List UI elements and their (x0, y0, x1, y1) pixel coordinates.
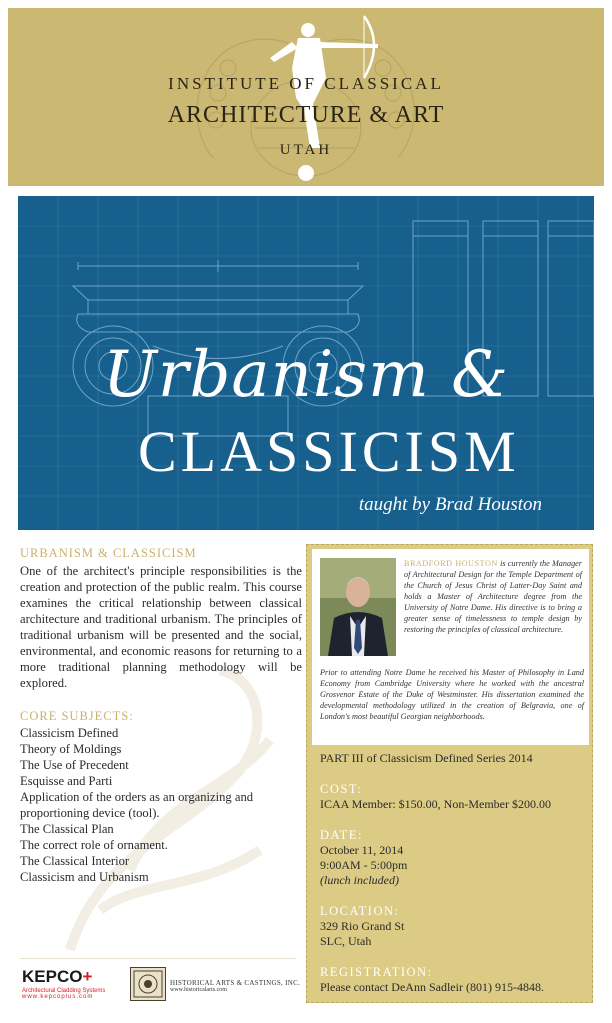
kepco-plus: + (82, 967, 93, 986)
hac-medallion-icon (130, 967, 166, 1001)
kepco-url: www.kepcoplus.com (22, 994, 94, 1000)
institute-chapter: UTAH (279, 142, 333, 158)
institute-name-line2: ARCHITECTURE & ART (167, 102, 445, 128)
list-item: Application of the orders as an organizing and proportioning device (tool). (20, 790, 254, 820)
list-item: The correct role of ornament. (20, 838, 168, 852)
date-value: October 11, 2014 (320, 843, 404, 857)
bio-name: BRADFORD HOUSTON (404, 559, 498, 568)
archer-logo-icon (8, 8, 604, 186)
list-item: Esquisse and Parti (20, 774, 113, 788)
hac-url: www.historicalarts.com (170, 987, 227, 993)
hac-name: HISTORICAL ARTS & CASTINGS, INC. (170, 979, 301, 987)
course-title-script: Urbanism & (102, 338, 510, 412)
date-label: DATE: (320, 828, 363, 842)
registration-contact: Please contact DeAnn Sadleir (801) 915-4848. (320, 980, 544, 994)
kepco-logo-icon (22, 967, 112, 1005)
kepco-wordmark: KEPCO (22, 967, 83, 986)
address-line1: 329 Rio Grand St (320, 919, 405, 933)
core-subjects-title: CORE SUBJECTS: (20, 709, 134, 723)
institute-name-line1: INSTITUTE OF CLASSICAL (168, 74, 444, 93)
course-section-title: URBANISM & CLASSICISM (20, 546, 197, 560)
list-item: The Classical Plan (20, 822, 114, 836)
bio-paragraph-1 (404, 558, 582, 635)
event-details-panel (306, 544, 593, 1003)
course-description: One of the architect's principle responsibilities is the creation and protection of the public realm. This course examines the critical relationship between classical architecture and traditional urbanism. The principles of traditional urbanism will be presented and the social, environmental, and economic reasons for returning to a more traditional planning methodology will be explored. (20, 564, 302, 690)
list-item: Theory of Moldings (20, 742, 122, 756)
list-item: Classicism and Urbanism (20, 870, 149, 884)
time-value: 9:00AM - 5:00pm (320, 858, 408, 872)
core-subjects-list (20, 725, 302, 885)
cost-value: ICAA Member: $150.00, Non-Member $200.00 (320, 797, 551, 811)
series-label: PART III of Classicism Defined Series 2014 (320, 751, 533, 765)
kepco-tagline: Architectural Cladding Systems (22, 988, 106, 994)
course-description-column (20, 546, 302, 885)
instructor-bio-card (312, 549, 589, 745)
kepco-name (22, 967, 112, 987)
footer-divider (20, 958, 296, 959)
course-title-caps: CLASSICISM (138, 419, 520, 484)
event-info (320, 751, 588, 995)
address-line2: SLC, Utah (320, 934, 372, 948)
registration-label: REGISTRATION: (320, 965, 433, 979)
list-item: The Use of Precedent (20, 758, 129, 772)
bio-paragraph-2: Prior to attending Notre Dame he received his Master of Philosophy in Land Economy from Cambridge University where he worked with the ancestral Grosvenor Estate of the Duke of Westminster. His dissertation examined the developmental methodology utilized in the creation of Belgravia, one of London's most beautiful Georgian neighborhoods. (320, 668, 584, 721)
location-label: LOCATION: (320, 904, 400, 918)
header-banner (8, 8, 604, 186)
lunch-note: (lunch included) (320, 873, 399, 887)
list-item: The Classical Interior (20, 854, 130, 868)
hac-sponsor (170, 979, 300, 993)
cost-label: COST: (320, 782, 363, 796)
instructor-byline: taught by Brad Houston (358, 494, 542, 515)
hero-banner (18, 196, 594, 530)
portrait-photo-icon (320, 558, 396, 656)
list-item: Classicism Defined (20, 726, 119, 740)
bio-text-1: is currently the Manager of Architectural Design for the Temple Department of the Church of Jesus Christ of Latter-Day Saint and holds a Master of Architecture degree from the University of Notre Dame. His directive is to bring a greater sense of timelessness to temple design by restoring the principles of classical architecture. (404, 559, 582, 634)
